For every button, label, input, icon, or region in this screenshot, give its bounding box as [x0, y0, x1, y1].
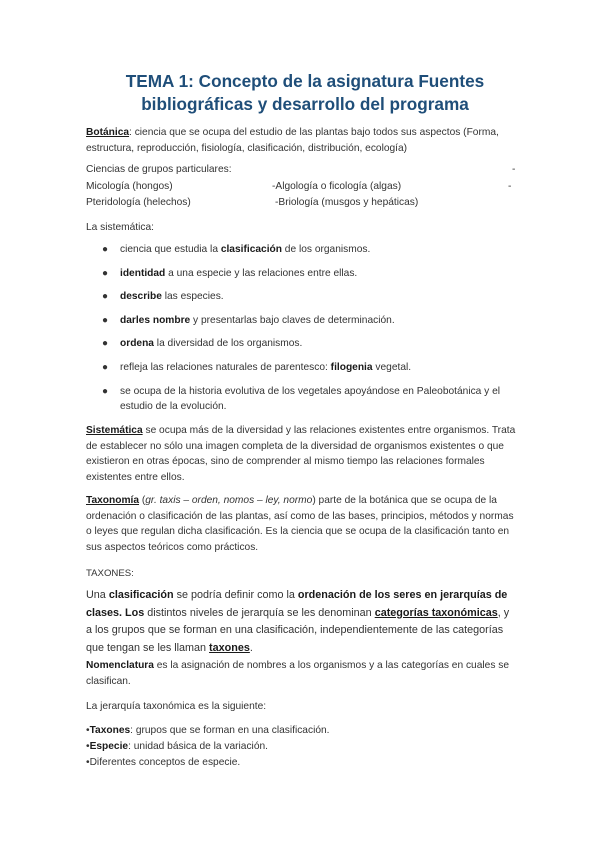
taxonomia-text: ) parte de la botánica que se ocupa de la ordenación o clasificación de las plantas, así como de las bases, principios, métodos y normas o leyes que regulan dicha clasificación. Es la ciencia que se ocupa de la clasificación tanto en sus aspectos teóricos como prácticos.: [86, 495, 514, 553]
sistematica-term: Sistemática: [86, 425, 143, 436]
list-item: ● darles nombre y presentarlas bajo claves de determinación.: [100, 313, 520, 329]
jerarquia-item: •Especie: unidad básica de la variación.: [86, 741, 268, 752]
clasificacion-paragraph: Una clasificación se podría definir como la ordenación de los seres en jerarquías de clases. Los distintos niveles de jerarquía se les denominan categorías taxonómicas, y a los grupos que se forman en una clasificación, independientemente de las categorías que tengan se les llaman taxones.: [86, 589, 510, 654]
ciencias-dash-2: -: [508, 181, 512, 192]
list-item: ● refleja las relaciones naturales de parentesco: filogenia vegetal.: [100, 360, 520, 376]
taxonomia-etymology: gr. taxis – orden, nomos – ley, normo: [145, 495, 313, 506]
sistematica-list: [100, 242, 520, 415]
bullet-icon: ●: [102, 244, 109, 255]
list-item: ● identidad a una especie y las relaciones entre ellas.: [100, 266, 520, 282]
nomenclatura-text: es la asignación de nombres a los organismos y a las categorías en cuales se clasifican.: [86, 660, 509, 687]
sistematica-paragraph: [86, 423, 518, 485]
page-title: TEMA 1: Concepto de la asignatura Fuentes bibliográficas y desarrollo del programa: [125, 71, 485, 114]
jerarquia-item: •Taxones: grupos que se forman en una clasificación.: [86, 725, 330, 736]
taxones-header: TAXONES:: [86, 568, 134, 579]
sistematica-text: se ocupa más de la diversidad y las relaciones existentes entre organismos. Trata de establecer no sólo una imagen completa de la diversidad de organismos existentes o que existieron en otras épocas, sino de comprender al mismo tiempo las relaciones formales existentes entre ellos.: [86, 425, 516, 483]
jerarquia-item: •Diferentes conceptos de especie.: [86, 757, 241, 768]
bullet-icon: ●: [102, 338, 109, 350]
taxonomia-term: Taxonomía: [86, 495, 140, 506]
list-item: ● ciencia que estudia la clasificación de los organismos.: [100, 242, 520, 258]
list-item: ● se ocupa de la historia evolutiva de los vegetales apoyándose en Paleobotánica y el estudio de la evolución.: [102, 385, 501, 413]
briologia-text: -Briología (musgos y hepáticas): [275, 197, 419, 208]
ciencias-dash-1: -: [512, 164, 516, 175]
list-item: ● ordena la diversidad de los organismos.: [100, 336, 520, 352]
nomenclatura-paragraph: [86, 658, 518, 689]
list-item: ● describe las especies.: [100, 289, 520, 305]
jerarquia-header: La jerarquía taxonómica es la siguiente:: [86, 701, 267, 712]
sistematica-header: La sistemática:: [86, 222, 154, 233]
pteridologia-text: Pteridología (helechos): [86, 197, 191, 208]
botanica-text: : ciencia que se ocupa del estudio de las plantas bajo todos sus aspectos (Forma, estructura, reproducción, fisiología, clasificación, distribución, ecología): [86, 127, 499, 154]
ciencias-header: Ciencias de grupos particulares:: [86, 164, 232, 175]
nomenclatura-term: Nomenclatura: [86, 660, 154, 671]
bullet-icon: ●: [102, 267, 109, 279]
bullet-icon: ●: [102, 361, 109, 373]
bullet-icon: ●: [102, 314, 109, 326]
bullet-icon: ●: [102, 291, 109, 303]
taxonomia-paragraph: Taxonomía (gr. taxis – orden, nomos – ley, normo) parte de la botánica que se ocupa de la ordenación o clasificación de las plantas, así como de las bases, principios, métodos y normas o leyes que regulan dicha clasificación. Es la ciencia que se ocupa de la clasificación tanto en sus aspectos teóricos como prácticos.: [86, 495, 514, 553]
algologia-text: -Algología o ficología (algas): [272, 181, 402, 192]
botanica-paragraph: [86, 125, 518, 156]
bullet-icon: ●: [102, 385, 109, 397]
botanica-term: Botánica: [86, 127, 130, 138]
micologia-text: Micología (hongos): [86, 181, 173, 192]
